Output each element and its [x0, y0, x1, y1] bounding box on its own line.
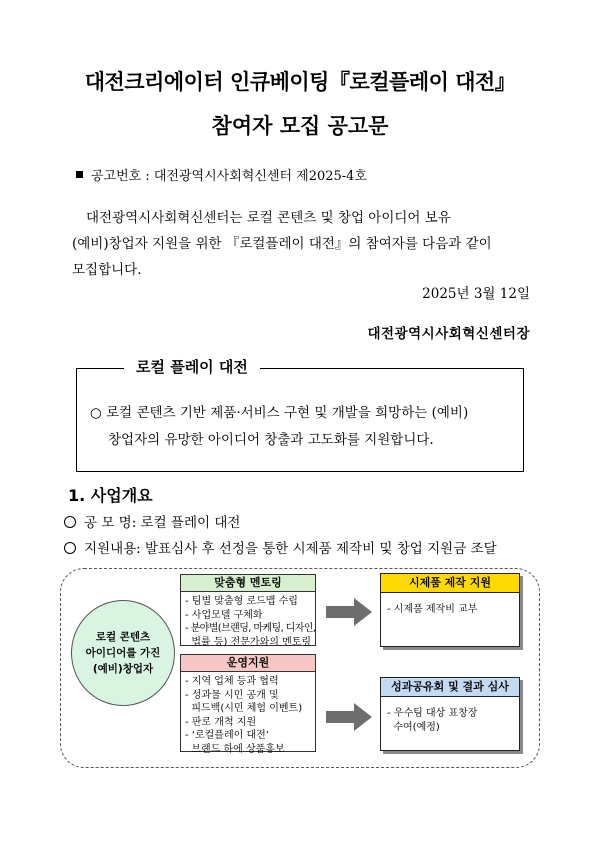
section1-item1: [64, 511, 240, 531]
operations-item: - 판로 개척 지원: [185, 716, 257, 728]
notice-date: 2025년 3월 12일: [422, 286, 530, 302]
operations-item: 피드백(시민 체험 이벤트): [185, 703, 303, 714]
arrow-right-icon: [326, 703, 372, 731]
operations-title: 운영지원: [181, 655, 315, 672]
intro-paragraph: [72, 205, 532, 283]
notice-number-row: [76, 165, 367, 184]
notice-number: 공고번호 : 대전광역시사회혁신센터 제2025-4호: [91, 169, 368, 184]
intro-line1: 대전광역시사회혁신센터는 로컬 콘텐츠 및 창업 아이디어 보유: [86, 210, 451, 226]
operations-item: 브랜드 하에 상품홍보: [185, 743, 285, 755]
target-line2: 아이디어를 가진: [85, 647, 161, 659]
showcase-item: - 우수팀 대상 표창장: [387, 708, 478, 719]
title-line1: 대전크리에이터 인큐베이팅『로컬플레이 대전』: [84, 70, 516, 94]
mentoring-item: - 분야별(브랜딩, 마케팅, 디자인,: [185, 623, 316, 634]
target-oval: [71, 600, 175, 706]
circle-bullet-icon: [64, 542, 76, 554]
mentoring-item: - 사업모델 구체화: [185, 609, 263, 621]
mentoring-title: 맞춤형 멘토링: [181, 575, 315, 592]
target-line1: 로컬 콘텐츠: [95, 631, 151, 643]
operations-item: - 성과물 시민 공개 및: [185, 689, 279, 701]
section1-item2: [64, 537, 497, 557]
showcase-item: 수여(예정): [387, 721, 440, 733]
section1-heading: 1. 사업개요: [68, 486, 153, 505]
prototype-title: 시제품 제작 지원: [381, 574, 519, 593]
showcase-panel: [380, 677, 520, 751]
issuer: 대전광역시사회혁신센터장: [367, 326, 530, 342]
program-summary-line2: 창업자의 유망한 아이디어 창출과 고도화를 지원합니다.: [108, 432, 434, 448]
mentoring-item: - 팀별 맞춤형 로드맵 수립: [185, 596, 298, 607]
mentoring-panel: [180, 574, 316, 646]
program-summary-title: 로컬 플레이 대전: [124, 356, 260, 377]
circle-bullet-icon: [64, 516, 76, 528]
arrow-right-icon: [326, 598, 372, 626]
intro-line2: (예비)창업자 지원을 위한 『로컬플레이 대전』의 참여자를 다음과 같이: [72, 236, 492, 252]
square-bullet-icon: [76, 171, 83, 178]
prototype-panel: [380, 573, 520, 647]
program-summary-text: [90, 400, 520, 454]
intro-line3: 모집합니다.: [72, 262, 142, 278]
operations-item: - ‘로컬플레이 대전’: [185, 730, 269, 741]
operations-panel: [180, 654, 316, 755]
section1-item2-text: 지원내용: 발표심사 후 선정을 통한 시제품 제작비 및 창업 지원금 조달: [84, 541, 497, 557]
operations-item: - 지역 업체 등과 협력: [185, 676, 279, 687]
section1-item1-text: 공 모 명: 로컬 플레이 대전: [84, 515, 241, 531]
mentoring-item: 법률 등) 전문가와의 멘토링: [185, 636, 312, 648]
target-line3: (예비)창업자: [92, 663, 154, 675]
showcase-title: 성과공유회 및 결과 심사: [381, 678, 519, 697]
prototype-item: - 시제품 제작비 교부: [387, 604, 478, 615]
program-summary-line1: ○ 로컬 콘텐츠 기반 제품·서비스 구현 및 개발을 희망하는 (예비): [90, 405, 469, 421]
title-line2: 참여자 모집 공고문: [211, 114, 389, 138]
